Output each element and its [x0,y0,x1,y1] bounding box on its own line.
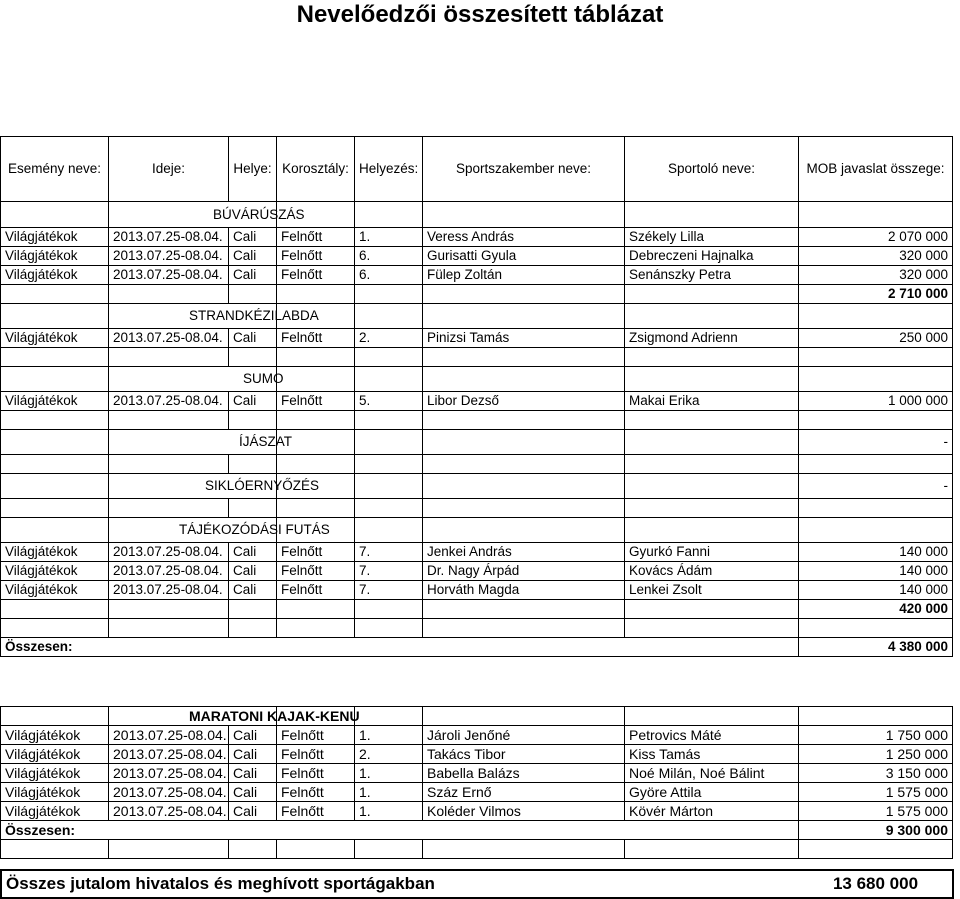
table-cell: 2013.07.25-08.04. [109,726,229,745]
total-value: 4 380 000 [799,638,953,657]
empty-cell [355,430,423,455]
empty-cell [625,411,799,430]
section-amount: - [799,474,953,499]
empty-cell [355,707,423,726]
blank-row [1,840,953,859]
empty-cell [799,411,953,430]
table-cell: 2013.07.25-08.04. [109,562,229,581]
header-row [1,137,953,202]
section-name: SIKLÓERNYŐZÉS [109,474,277,499]
table-row [1,581,953,600]
empty-cell [1,367,109,392]
empty-cell [355,499,423,518]
empty-cell [1,411,109,430]
table-cell: Makai Erika [625,392,799,411]
table-cell: Világjátékok [1,764,109,783]
table-cell: 5. [355,392,423,411]
table-cell: Cali [229,745,277,764]
table-cell: Világjátékok [1,581,109,600]
table-cell: Cali [229,562,277,581]
empty-cell [423,202,625,228]
empty-cell [799,304,953,329]
table-row [1,726,953,745]
table-cell: Kövér Márton [625,802,799,821]
empty-cell [625,707,799,726]
empty-cell [229,455,277,474]
column-header: Sportszakember neve: [423,137,625,202]
table-cell: 2013.07.25-08.04. [109,764,229,783]
table-cell: Felnőtt [277,562,355,581]
empty-cell [423,411,625,430]
blank-row [1,348,953,367]
table-cell: Petrovics Máté [625,726,799,745]
empty-cell [277,619,355,638]
empty-cell [625,202,799,228]
table-row [1,247,953,266]
section-header-row [1,304,953,329]
column-header: Esemény neve: [1,137,109,202]
empty-cell [109,600,229,619]
table-cell: Felnőtt [277,543,355,562]
empty-cell [355,304,423,329]
table-cell: Cali [229,581,277,600]
empty-cell [109,348,229,367]
table-cell: Györe Attila [625,783,799,802]
table-cell: 2013.07.25-08.04. [109,266,229,285]
table-cell: Debreczeni Hajnalka [625,247,799,266]
empty-cell [423,455,625,474]
empty-cell [109,840,229,859]
empty-cell [423,304,625,329]
empty-cell [355,455,423,474]
table-cell: 1 000 000 [799,392,953,411]
table-cell: 1 575 000 [799,802,953,821]
empty-cell [423,707,625,726]
table-cell: Felnőtt [277,726,355,745]
column-header: Ideje: [109,137,229,202]
section-header-row [1,474,953,499]
table-cell: 6. [355,247,423,266]
table-cell: Cali [229,247,277,266]
empty-cell [625,518,799,543]
table-cell: Felnőtt [277,802,355,821]
table-cell: 2013.07.25-08.04. [109,228,229,247]
empty-cell [1,600,109,619]
table-row [1,228,953,247]
section-name: MARATONI KAJAK-KENU [109,707,277,726]
table-cell: Noé Milán, Noé Bálint [625,764,799,783]
empty-cell [625,499,799,518]
total-row [1,638,953,657]
table-cell: Horváth Magda [423,581,625,600]
table-cell: Felnőtt [277,392,355,411]
section-name: STRANDKÉZILABDA [109,304,277,329]
empty-cell [109,455,229,474]
empty-cell [423,619,625,638]
table-row [1,329,953,348]
table-cell: 7. [355,562,423,581]
table-cell: Koléder Vilmos [423,802,625,821]
empty-cell [355,840,423,859]
empty-cell [109,411,229,430]
empty-cell [1,202,109,228]
table-cell: 2013.07.25-08.04. [109,329,229,348]
table-cell: 320 000 [799,266,953,285]
empty-cell [277,600,355,619]
empty-cell [229,348,277,367]
empty-cell [799,455,953,474]
table-cell: Világjátékok [1,726,109,745]
section-name: TÁJÉKOZÓDÁSI FUTÁS [109,518,277,543]
empty-cell [229,499,277,518]
table-cell: Felnőtt [277,266,355,285]
subtotal-row [1,600,953,619]
empty-cell [229,285,277,304]
table-cell: Felnőtt [277,247,355,266]
empty-cell [1,285,109,304]
empty-cell [355,619,423,638]
section-name: SUMO [109,367,277,392]
table-row [1,392,953,411]
empty-cell [625,455,799,474]
empty-cell [423,474,625,499]
subtotal-value: 420 000 [799,600,953,619]
empty-cell [625,600,799,619]
table-cell: Cali [229,783,277,802]
empty-cell [355,285,423,304]
empty-cell [625,430,799,455]
empty-cell [799,707,953,726]
table-cell: Cali [229,726,277,745]
table-cell: 2013.07.25-08.04. [109,543,229,562]
blank-row [1,455,953,474]
column-header: Korosztály: [277,137,355,202]
empty-cell [1,474,109,499]
table-cell: Felnőtt [277,745,355,764]
empty-cell [355,600,423,619]
table-cell: Veress András [423,228,625,247]
empty-cell [799,518,953,543]
empty-cell [277,455,355,474]
empty-cell [355,367,423,392]
empty-cell [799,619,953,638]
empty-cell [799,367,953,392]
section-header-row [1,367,953,392]
empty-cell [229,600,277,619]
empty-cell [625,367,799,392]
table-cell: Száz Ernő [423,783,625,802]
table-row [1,543,953,562]
section-header-row [1,202,953,228]
empty-cell [229,840,277,859]
table-cell: Világjátékok [1,247,109,266]
table-cell: 3 150 000 [799,764,953,783]
empty-cell [423,840,625,859]
empty-cell [1,840,109,859]
empty-cell [625,474,799,499]
empty-cell [229,619,277,638]
empty-cell [109,619,229,638]
empty-cell [799,499,953,518]
empty-cell [1,518,109,543]
empty-cell [355,348,423,367]
section-header-row [1,707,953,726]
table-cell: 7. [355,543,423,562]
table-cell: 2013.07.25-08.04. [109,247,229,266]
total-row [1,821,953,840]
table-cell: 140 000 [799,581,953,600]
subtotal-value: 2 710 000 [799,285,953,304]
grand-total-value: 13 680 000 [799,870,953,898]
table-cell: Babella Balázs [423,764,625,783]
table-cell: Pinizsi Tamás [423,329,625,348]
table-cell: Cali [229,802,277,821]
empty-cell [1,499,109,518]
empty-cell [229,411,277,430]
table-cell: 1 575 000 [799,783,953,802]
table-cell: 1 250 000 [799,745,953,764]
table-cell: Felnőtt [277,329,355,348]
table-cell: 250 000 [799,329,953,348]
empty-cell [423,518,625,543]
table-cell: Világjátékok [1,543,109,562]
table-cell: 2013.07.25-08.04. [109,802,229,821]
table-cell: 2013.07.25-08.04. [109,783,229,802]
table-cell: Jároli Jenőné [423,726,625,745]
table-cell: 140 000 [799,562,953,581]
table-cell: Cali [229,228,277,247]
section-header-row [1,430,953,455]
page-title: Nevelőedzői összesített táblázat [296,1,664,28]
table-cell: 6. [355,266,423,285]
table-cell: 1. [355,764,423,783]
table-cell: Világjátékok [1,783,109,802]
table-row [1,783,953,802]
empty-cell [277,840,355,859]
table-row [1,745,953,764]
table-cell: 2. [355,745,423,764]
table-cell: 7. [355,581,423,600]
empty-cell [277,499,355,518]
table-cell: Dr. Nagy Árpád [423,562,625,581]
table-cell: Világjátékok [1,562,109,581]
table-cell: Fülep Zoltán [423,266,625,285]
empty-cell [799,348,953,367]
total-label: Összesen: [1,821,799,840]
column-header: Helyezés: [355,137,423,202]
table-cell: 1. [355,726,423,745]
empty-cell [109,285,229,304]
table-cell: Világjátékok [1,745,109,764]
table-row [1,802,953,821]
section-header-row [1,518,953,543]
table-cell: 2013.07.25-08.04. [109,745,229,764]
table-cell: 2013.07.25-08.04. [109,392,229,411]
column-header: Sportoló neve: [625,137,799,202]
empty-cell [1,619,109,638]
empty-cell [625,304,799,329]
table-cell: Cali [229,266,277,285]
empty-cell [355,411,423,430]
section-name: ÍJÁSZAT [109,430,277,455]
empty-cell [423,430,625,455]
empty-cell [423,367,625,392]
empty-cell [423,600,625,619]
table-cell: Felnőtt [277,764,355,783]
table-cell: Senánszky Petra [625,266,799,285]
table-cell: Székely Lilla [625,228,799,247]
table-cell: Cali [229,543,277,562]
empty-cell [277,367,355,392]
table-cell: Felnőtt [277,581,355,600]
table-cell: Jenkei András [423,543,625,562]
empty-cell [625,619,799,638]
table-cell: Felnőtt [277,783,355,802]
empty-cell [625,348,799,367]
table-cell: Gyurkó Fanni [625,543,799,562]
table-cell: 320 000 [799,247,953,266]
table-cell: Cali [229,392,277,411]
table-cell: Libor Dezső [423,392,625,411]
table-cell: Zsigmond Adrienn [625,329,799,348]
empty-cell [1,304,109,329]
total-value: 9 300 000 [799,821,953,840]
table-cell: Cali [229,329,277,348]
empty-cell [799,840,953,859]
table-cell: 2. [355,329,423,348]
empty-cell [423,285,625,304]
table-cell: 1. [355,783,423,802]
table-cell: Világjátékok [1,802,109,821]
empty-cell [355,202,423,228]
maratoni-table [0,706,953,859]
table-cell: Lenkei Zsolt [625,581,799,600]
empty-cell [625,285,799,304]
empty-cell [355,518,423,543]
table-cell: Világjátékok [1,228,109,247]
total-label: Összesen: [1,638,799,657]
table-cell: 2013.07.25-08.04. [109,581,229,600]
empty-cell [277,348,355,367]
empty-cell [1,348,109,367]
grand-total-label: Összes jutalom hivatalos és meghívott sportágakban [1,870,799,898]
table-cell: 2 070 000 [799,228,953,247]
empty-cell [1,707,109,726]
grand-total-row [1,870,953,898]
column-header: Helye: [229,137,277,202]
empty-cell [625,840,799,859]
section-name: BÚVÁRÚSZÁS [109,202,277,228]
table-cell: Világjátékok [1,266,109,285]
empty-cell [423,348,625,367]
table-cell: Világjátékok [1,329,109,348]
table-cell: Világjátékok [1,392,109,411]
table-row [1,266,953,285]
table-cell: 1 750 000 [799,726,953,745]
empty-cell [799,202,953,228]
empty-cell [423,499,625,518]
empty-cell [109,499,229,518]
table-cell: Felnőtt [277,228,355,247]
blank-row [1,619,953,638]
table-cell: Kovács Ádám [625,562,799,581]
table-row [1,562,953,581]
grand-total-table [0,869,954,899]
table-row [1,764,953,783]
table-cell: Takács Tibor [423,745,625,764]
subtotal-row [1,285,953,304]
empty-cell [1,430,109,455]
table-cell: 140 000 [799,543,953,562]
table-cell: 1. [355,228,423,247]
table-cell: Gurisatti Gyula [423,247,625,266]
empty-cell [1,455,109,474]
empty-cell [355,474,423,499]
blank-row [1,411,953,430]
summary-table [0,136,953,657]
blank-row [1,499,953,518]
empty-cell [277,411,355,430]
table-cell: 1. [355,802,423,821]
empty-cell [277,285,355,304]
table-cell: Cali [229,764,277,783]
section-amount: - [799,430,953,455]
column-header: MOB javaslat összege: [799,137,953,202]
table-cell: Kiss Tamás [625,745,799,764]
